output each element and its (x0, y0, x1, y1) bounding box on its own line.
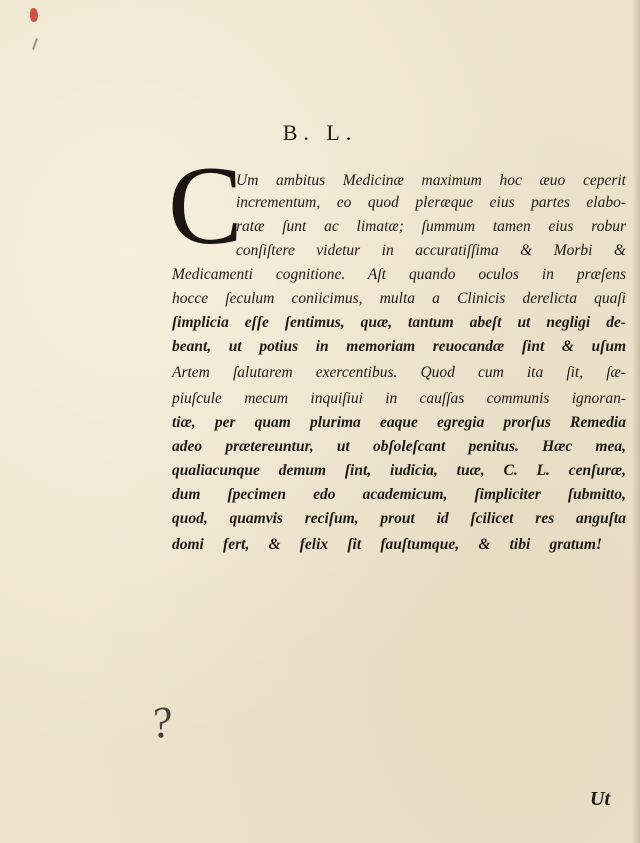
catchword: Ut (590, 788, 610, 810)
text-line: tiæ, per quam plurima eaque egregia prorſus Remedia (172, 414, 626, 431)
text-line: beant, ut potius in memoriam reuocandæ ſint & uſum (172, 338, 626, 355)
text-line: adeo prætereuntur, ut obſoleſcant penitus. Hæc mea, (172, 438, 626, 455)
text-line: piuſcule mecum inquiſiui in cauſſas communis ignoran- (172, 390, 626, 407)
text-line: hocce ſeculum coniicimus, multa a Clinicis derelicta quaſi (172, 290, 626, 307)
text-line: conſiſtere videtur in accuratiſſima & Morbi & (236, 242, 626, 259)
text-line: ratæ ſunt ac limatæ; ſummum tamen eius robur (236, 218, 626, 235)
text-line: Artem ſalutarem exercentibus. Quod cum ita ſit, ſæ- (172, 364, 626, 381)
text-line: Um ambitus Medicinæ maximum hoc æuo ceperit (236, 172, 626, 189)
text-line: Medicamenti cognitione. Aſt quando oculos in præſens (172, 266, 626, 283)
text-line: domi fert, & felix ſit fauſtumque, & tibi gratum! (172, 536, 602, 553)
drop-cap: C (168, 144, 243, 268)
text-line: incrementum, eo quod pleræque eius partes elabo- (236, 194, 626, 211)
text-line: qualiacunque demum ſint, iudicia, tuæ, C. L. cenſuræ, (172, 462, 626, 479)
text-line: dum ſpecimen edo academicum, ſimpliciter ſubmitto, (172, 486, 626, 503)
pencil-annotation: ? (146, 696, 176, 749)
text-line: ſimplicia eſſe ſentimus, quæ, tantum abeſt ut negligi de- (172, 314, 626, 331)
red-ink-mark (30, 8, 38, 22)
page-heading: B. L. (282, 120, 358, 145)
text-line: quod, quamvis reciſum, prout id ſcilicet res anguſta (172, 510, 626, 527)
